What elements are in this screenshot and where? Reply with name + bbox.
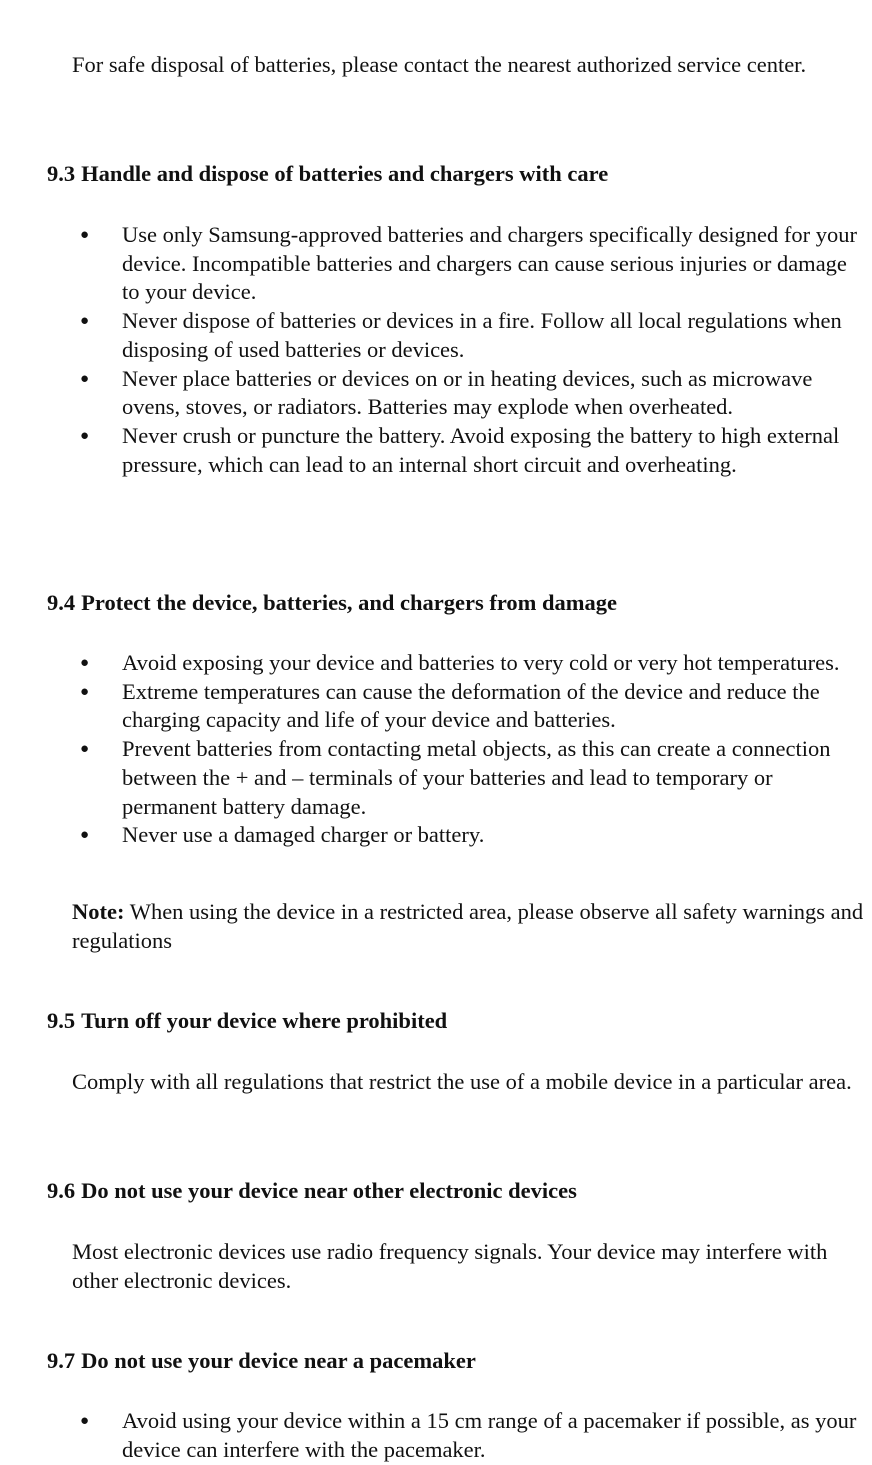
list-item: ● Use only Samsung-approved batteries and chargers specifically designed for your device. Incompatible batteries and chargers can cause serious injuries or damage to your device. <box>80 222 857 305</box>
section-number: 9.4 <box>47 590 76 615</box>
note-paragraph <box>72 898 868 955</box>
section-text-9-5: Comply with all regulations that restrict the use of a mobile device in a particular area. <box>72 1069 852 1094</box>
bullet-icon: ● <box>80 313 90 330</box>
note-label: Note: <box>72 899 125 924</box>
bullet-icon: ● <box>80 741 90 758</box>
list-item: ● Never crush or puncture the battery. Avoid exposing the battery to high external pressure, which can lead to an internal short circuit and overheating. <box>80 422 840 477</box>
bullet-icon: ● <box>80 827 90 844</box>
list-item: ● Prevent batteries from contacting metal objects, as this can create a connection between the + and – terminals of your batteries and lead to temporary or permanent battery damage. <box>80 736 831 819</box>
bullet-icon: ● <box>80 655 90 671</box>
section-title: Handle and dispose of batteries and chargers with care <box>81 161 609 186</box>
section-number: 9.5 <box>47 1008 76 1033</box>
section-heading-9-7 <box>47 1347 476 1376</box>
section-heading-9-3 <box>47 160 608 189</box>
bullet-list-9-7 <box>0 1407 866 1464</box>
section-number: 9.3 <box>47 161 76 186</box>
list-item: ● Avoid exposing your device and batteries to very cold or very hot temperatures. <box>0 649 866 678</box>
list-item: ● Never place batteries or devices on or in heating devices, such as microwave ovens, stoves, or radiators. Batteries may explode when overheated. <box>80 365 813 420</box>
list-item: ● Avoid using your device within a 15 cm range of a pacemaker if possible, as your device can interfere with the pacemaker. <box>80 1408 857 1462</box>
intro-paragraph: For safe disposal of batteries, please contact the nearest authorized service center. <box>72 52 807 77</box>
section-heading-9-4 <box>47 589 617 618</box>
note-text: When using the device in a restricted area, please observe all safety warnings and regulations <box>72 899 864 953</box>
section-text-9-6: Most electronic devices use radio frequency signals. Your device may interfere with other electronic devices. <box>72 1239 828 1293</box>
section-heading-9-5 <box>47 1007 447 1036</box>
bullet-list-9-3 <box>0 221 866 479</box>
section-title: Protect the device, batteries, and chargers from damage <box>81 590 618 615</box>
list-item: ● Never use a damaged charger or battery. <box>0 821 866 850</box>
section-title: Do not use your device near other electronic devices <box>81 1178 577 1203</box>
section-number: 9.7 <box>47 1348 76 1373</box>
bullet-list-9-4 <box>0 649 866 850</box>
bullet-icon: ● <box>80 227 90 243</box>
list-item: ● Extreme temperatures can cause the deformation of the device and reduce the charging capacity and life of your device and batteries. <box>80 678 820 733</box>
section-title: Do not use your device near a pacemaker <box>81 1348 476 1373</box>
section-title: Turn off your device where prohibited <box>81 1008 448 1033</box>
bullet-icon: ● <box>80 427 90 444</box>
section-number: 9.6 <box>47 1178 76 1203</box>
list-item: ● Never dispose of batteries or devices in a fire. Follow all local regulations when disposing of used batteries or devices. <box>80 308 842 362</box>
section-heading-9-6 <box>47 1177 577 1206</box>
bullet-icon: ● <box>80 683 90 700</box>
bullet-icon: ● <box>80 370 90 387</box>
bullet-icon: ● <box>80 1413 90 1429</box>
